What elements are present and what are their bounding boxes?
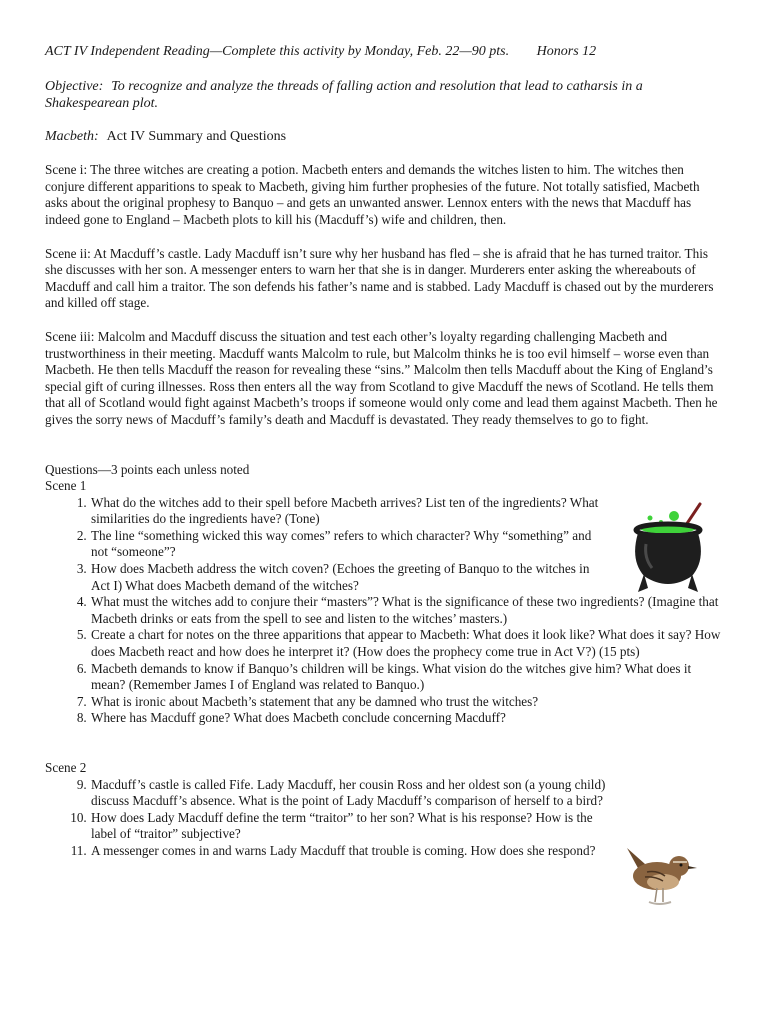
scene1-heading: Scene 1 [45,478,87,494]
class-label: Honors 12 [536,44,597,59]
scene-summary-2: Scene ii: At Macduff’s castle. Lady Macduff isn’t sure why her husband has fled – she is afraid that he has turned traitor. This she discusses with her son. A messenger enters to warn her that she is in danger. Murderers enter asking the whereabouts of Macduff and call him a traitor. The son defends his father’s name and is stabbed. Lady Macduff is chased out by the murderers and killed off stage. [45,245,714,311]
cauldron-icon [628,500,708,596]
question-item: 10. How does Lady Macduff define the term “traitor” to her son? What is his response? How is the label of “traitor” subjective? [90,810,611,843]
question-item: 5. Create a chart for notes on the three apparitions that appear to Macbeth: What does it look like? What does it say? How does Macbeth react and how does he interpret it? (How does the prophecy come true in Act V?) (15 pts) [90,627,725,660]
question-item: 11. A messenger comes in and warns Lady Macduff that trouble is coming. How does she respond? [90,843,725,860]
objective [45,78,725,112]
wren-bird-icon [613,840,697,912]
section-heading [45,129,725,146]
scene-summary-1: Scene i: The three witches are creating a potion. Macbeth enters and demands the witches listen to him. The witches then conjure different apparitions to speak to Macbeth, giving him further prophesies of the future. Not totally satisfied, Macbeth asks about the original prophesy to Banquo – and gets an unwanted answer. Lennox enters with the news that Macduff has indeed gone to England – Macbeth plots to kill his (Macduff’s) wife and children, then. [45,162,700,227]
play-title: Macbeth: [45,128,99,144]
assignment-header [45,44,725,61]
scene-summary-3: Scene iii: Malcolm and Macduff discuss the situation and test each other’s loyalty regarding challenging Macbeth and trustworthiness in their meeting. Macduff wants Malcolm to rule, but Malcolm thinks he is too evil himself – worse even than Macbeth. He then tells Macduff the reason for revealing these “sins.” Malcolm then tells Macduff about the King of England’s special gift of curing illnesses. Ross then enters all the way from Scotland to give Macduff the news of Scotland. He tells them that all of Scotland would fight against Macbeth’s troops if someone would only come and lead them against Macbeth. Then he gives the sorry news of Macduff’s family’s death and Macduff is devastated. They ready themselves to go to fight. [45,328,718,427]
question-item: 4. What must the witches add to conjure their “masters”? What is the significance of these two ingredients? (Imagine that Macbeth drinks or eats from the spell to see and listen to the witches’ masters.) [90,594,725,627]
question-item: 8. Where has Macduff gone? What does Macbeth conclude concerning Macduff? [90,710,725,727]
question-item: 7. What is ironic about Macbeth’s statement that any be damned who trust the witches? [90,694,725,711]
question-item: 3. How does Macbeth address the witch coven? (Echoes the greeting of Banquo to the witches in Act I) What does Macbeth demand of the witches? [90,561,611,594]
question-item: 6. Macbeth demands to know if Banquo’s children will be kings. What vision do the witches give him? What does it mean? (Remember James I of England was related to Banquo.) [90,661,725,694]
scene1-question-list [45,495,725,727]
worksheet-page [45,44,725,860]
questions-heading: Questions—3 points each unless noted [45,461,250,477]
objective-label: Objective: [45,78,104,94]
scene2-heading: Scene 2 [45,760,87,775]
assignment-title: ACT IV Independent Reading—Complete this activity by Monday, Feb. 22—90 pts. [45,44,510,59]
question-item: 9. Macduff’s castle is called Fife. Lady Macduff, her cousin Ross and her oldest son (a young child) discuss Macduff’s absence. What is the point of Lady Macduff’s comparison of herself to a bird? [90,777,611,810]
objective-text: To recognize and analyze the threads of falling action and resolution that lead to catharsis in a Shakespearean plot. [45,78,643,111]
section-title: Act IV Summary and Questions [106,128,287,144]
question-item: 1. What do the witches add to their spell before Macbeth arrives? List ten of the ingredients? What similarities do the ingredients have? (Tone) [90,495,611,528]
question-item: 2. The line “something wicked this way comes” refers to which character? Why “something” and not “someone”? [90,528,611,561]
